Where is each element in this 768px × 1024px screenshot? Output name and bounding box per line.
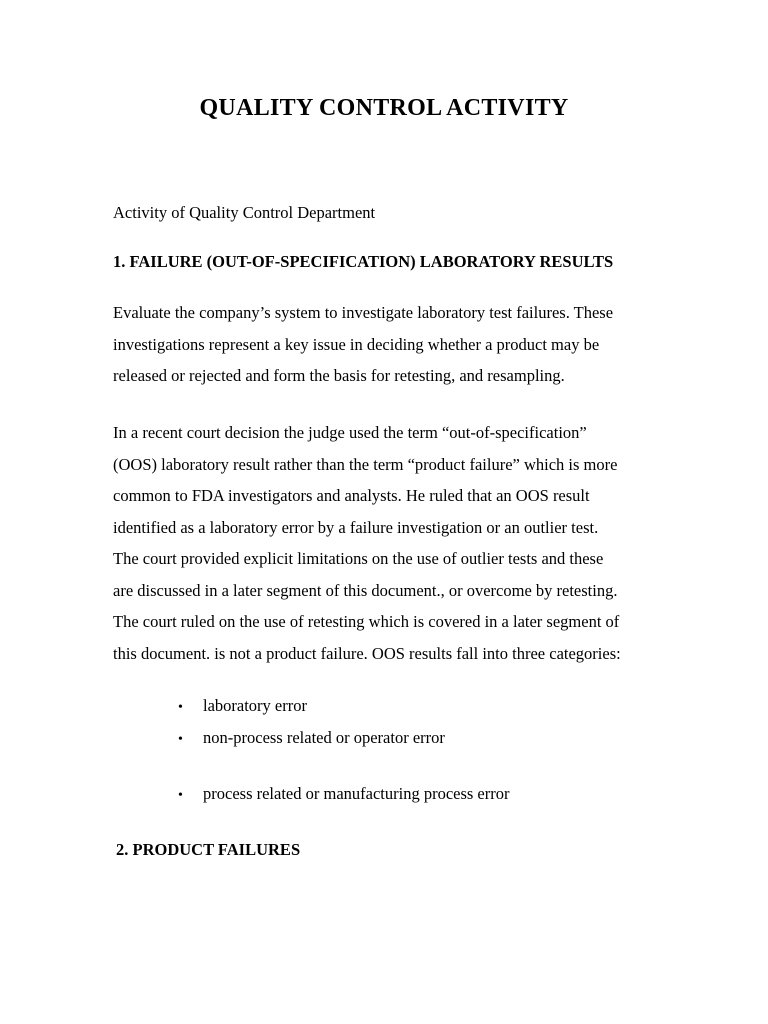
list-item: [178, 726, 445, 752]
document-subtitle: Activity of Quality Control Department: [113, 203, 376, 222]
paragraph-line: Evaluate the company’s system to investigate laboratory test failures. These: [113, 303, 614, 322]
paragraph-1: [113, 297, 673, 392]
paragraph-line: identified as a laboratory error by a failure investigation or an outlier test.: [113, 517, 599, 537]
paragraph-line: (OOS) laboratory result rather than the term “product failure” which is more: [113, 454, 618, 474]
section-heading-1: 1. FAILURE (OUT-OF-SPECIFICATION) LABORATORY RESULTS: [113, 252, 614, 271]
paragraph-line: The court ruled on the use of retesting which is covered in a later segment of: [113, 612, 620, 631]
paragraph-line: investigations represent a key issue in deciding whether a product may be: [113, 334, 600, 354]
paragraph-line: common to FDA investigators and analysts. He ruled that an OOS result: [113, 486, 590, 505]
list-item-text: laboratory error: [203, 696, 307, 715]
list-item: [178, 782, 510, 808]
bullet-icon: •: [178, 700, 183, 715]
list-item: [178, 694, 307, 720]
paragraph-2: [113, 417, 673, 669]
paragraph-line: are discussed in a later segment of this document., or overcome by retesting.: [113, 580, 618, 600]
paragraph-line: In a recent court decision the judge used the term “out-of-specification”: [113, 423, 587, 442]
paragraph-line: released or rejected and form the basis for retesting, and resampling.: [113, 366, 565, 385]
bullet-icon: •: [178, 732, 183, 747]
list-item-text: process related or manufacturing process error: [203, 784, 510, 803]
section-heading-2: 2. PRODUCT FAILURES: [116, 840, 301, 859]
paragraph-line: The court provided explicit limitations on the use of outlier tests and these: [113, 549, 604, 568]
list-item-text: non-process related or operator error: [203, 728, 445, 747]
bullet-icon: •: [178, 788, 183, 803]
document-title: QUALITY CONTROL ACTIVITY: [199, 95, 569, 121]
paragraph-line: this document. is not a product failure. OOS results fall into three categories:: [113, 643, 621, 663]
